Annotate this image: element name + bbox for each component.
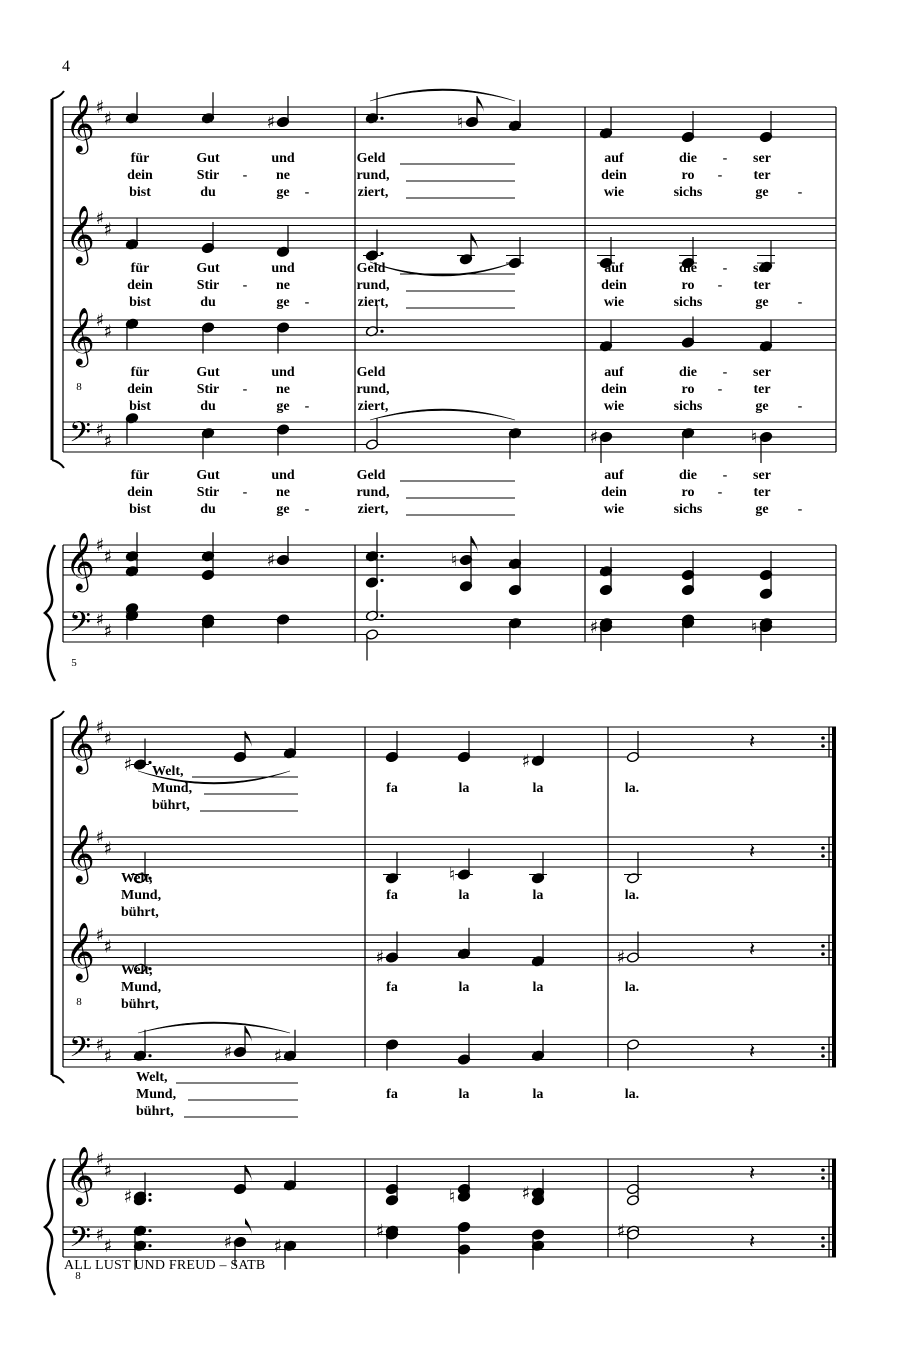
sharp-icon: ♯ (103, 1235, 113, 1257)
lyric-syllable: Mund, (152, 781, 193, 796)
treble-clef-icon: 𝄞 (65, 307, 95, 365)
treble-clef-icon: 𝄞 (65, 94, 95, 152)
repeat-dot (821, 944, 825, 948)
sharp-icon: ♯ (103, 546, 113, 568)
sharp-icon: ♯ (103, 219, 113, 241)
lyric-syllable: ge (276, 502, 290, 517)
lyric-hyphen: - (722, 261, 728, 276)
augmentation-dot (380, 555, 383, 558)
bass-clef-icon: 𝄢 (69, 1221, 91, 1261)
augmentation-dot (380, 330, 383, 333)
lyric-syllable: bührt, (121, 905, 159, 920)
augmentation-dot (148, 1199, 151, 1202)
footer-title: ALL LUST UND FREUD – SATB (64, 1258, 266, 1273)
sharp-icon: ♯ (103, 936, 113, 958)
lyric-syllable: ziert, (357, 502, 389, 517)
augmentation-dot (148, 1054, 151, 1057)
lyric-syllable: die (679, 261, 697, 276)
repeat-dot (821, 1244, 825, 1248)
lyric-syllable: für (130, 151, 150, 166)
lyric-syllable: wie (603, 185, 625, 200)
staff-A (63, 837, 836, 867)
sharp-icon: ♯ (95, 97, 105, 118)
lyric-syllable: ser (753, 365, 771, 380)
lyric-syllable: ge (276, 399, 290, 414)
lyric-syllable: ge (276, 295, 290, 310)
accidental-icon: ♯ (223, 1042, 233, 1063)
bracket-hook (52, 460, 64, 468)
lyric-syllable: bist (129, 399, 151, 414)
lyric-syllable: - (242, 278, 248, 293)
lyric-hyphen: - (722, 468, 728, 483)
treble-clef-icon: 𝄞 (65, 532, 95, 590)
lyric-syllable: dein (601, 382, 627, 397)
sharp-icon: ♯ (95, 208, 105, 229)
lyric-syllable: - (304, 399, 310, 414)
lyric-syllable: auf (604, 151, 624, 166)
sharp-icon: ♯ (103, 728, 113, 750)
lyric-syllable: - (797, 185, 803, 200)
lyric-syllable: ge (755, 502, 769, 517)
sharp-icon: ♯ (103, 321, 113, 343)
quarter-rest-icon: 𝄽 (748, 1161, 756, 1185)
lyric-syllable: la (532, 888, 544, 903)
staff-B (63, 1034, 836, 1067)
lyric-syllable: ro (681, 168, 695, 183)
augmentation-dot (148, 1244, 151, 1247)
lyric-syllable: rund, (356, 485, 390, 500)
lyric-syllable: Geld (356, 151, 386, 166)
repeat-dot (821, 1176, 825, 1180)
lyric-syllable: dein (127, 278, 153, 293)
lyric-syllable: ne (276, 278, 290, 293)
accidental-icon: ♯ (273, 1045, 283, 1067)
quarter-rest-icon: 𝄽 (748, 937, 756, 961)
lyric-syllable: die (679, 468, 697, 483)
accidental-icon: ♯ (521, 750, 531, 772)
quarter-rest-icon: 𝄽 (748, 729, 756, 753)
lyric-syllable: - (717, 382, 723, 397)
lyric-syllable: du (200, 295, 216, 310)
lyric-syllable: die (679, 151, 697, 166)
bass-clef-icon: 𝄢 (69, 606, 91, 646)
lyric-syllable: ziert, (357, 185, 389, 200)
lyric-syllable: sichs (673, 295, 703, 310)
lyric-syllable: ter (753, 382, 771, 397)
staff-S (63, 727, 836, 757)
lyric-syllable: Gut (196, 365, 220, 380)
staff-A (63, 218, 836, 248)
accidental-icon: ♯ (375, 947, 385, 969)
accidental-icon: ♯ (273, 1235, 283, 1257)
sharp-icon: ♯ (103, 838, 113, 860)
lyric-syllable: du (200, 399, 216, 414)
lyric-syllable: la (458, 1087, 470, 1102)
accidental-icon: ♮ (450, 550, 458, 571)
accidental-icon: ♮ (448, 864, 456, 886)
note-flag (471, 233, 478, 249)
lyric-syllable: dein (601, 168, 627, 183)
slur (370, 409, 515, 420)
note-flag (471, 536, 478, 552)
accidental-icon: ♯ (589, 617, 599, 638)
lyric-syllable: für (130, 468, 150, 483)
lyric-syllable: ter (753, 485, 771, 500)
lyric-syllable: wie (603, 295, 625, 310)
lyric-syllable: ziert, (357, 295, 389, 310)
accidental-icon: ♯ (375, 1220, 385, 1242)
lyric-syllable: ter (753, 278, 771, 293)
augmentation-dot (148, 1193, 151, 1196)
lyric-syllable: dein (127, 168, 153, 183)
note-flag (245, 1026, 252, 1042)
lyric-syllable: - (304, 185, 310, 200)
quarter-rest-icon: 𝄽 (748, 839, 756, 863)
lyric-syllable: sichs (673, 502, 703, 517)
sharp-icon: ♯ (103, 620, 113, 642)
accidental-icon: ♯ (616, 947, 626, 969)
repeat-dot (821, 736, 825, 740)
lyric-syllable: la (532, 781, 544, 796)
lyric-syllable: la. (624, 1087, 640, 1102)
octave-mark: 8 (76, 381, 82, 393)
repeat-dot (821, 1046, 825, 1050)
bracket-hook (52, 1075, 64, 1083)
treble-clef-icon: 𝄞 (65, 205, 95, 263)
accidental-icon: ♯ (123, 1186, 133, 1208)
augmentation-dot (380, 252, 383, 255)
lyric-syllable: ter (753, 168, 771, 183)
note-flag (477, 96, 484, 112)
repeat-dot (821, 744, 825, 748)
lyric-syllable: la (532, 1087, 544, 1102)
accidental-icon: ♮ (456, 112, 464, 133)
lyric-syllable: du (200, 185, 216, 200)
slur (138, 1022, 290, 1033)
augmentation-dot (380, 117, 383, 120)
sharp-icon: ♯ (95, 1149, 105, 1170)
lyric-syllable: Gut (196, 151, 220, 166)
sharp-icon: ♯ (95, 609, 105, 631)
accidental-icon: ♯ (266, 112, 276, 133)
staff-B (63, 419, 836, 452)
piano-brace (45, 545, 55, 681)
lyric-syllable: ne (276, 168, 290, 183)
final-barline (832, 727, 836, 1067)
lyric-syllable: - (717, 485, 723, 500)
slur (370, 89, 515, 101)
lyric-syllable: ge (276, 185, 290, 200)
lyric-syllable: ziert, (357, 399, 389, 414)
lyric-syllable: Geld (356, 261, 386, 276)
treble-clef-icon: 𝄞 (65, 922, 95, 980)
lyric-syllable: und (271, 261, 295, 276)
bass-clef-icon: 𝄢 (69, 1031, 91, 1071)
lyric-syllable: fa (386, 1087, 398, 1102)
note-flag (245, 731, 252, 747)
accidental-icon: ♮ (750, 617, 758, 638)
lyric-syllable: Stir (196, 382, 220, 397)
note-flag (245, 1165, 252, 1181)
sharp-icon: ♯ (103, 1045, 113, 1067)
bracket-hook (52, 91, 64, 99)
lyric-syllable: Geld (356, 468, 386, 483)
lyric-syllable: Gut (196, 468, 220, 483)
repeat-dot (821, 854, 825, 858)
lyric-syllable: ro (681, 485, 695, 500)
lyric-syllable: für (130, 261, 150, 276)
lyric-syllable: rund, (356, 278, 390, 293)
lyric-syllable: - (797, 399, 803, 414)
repeat-dot (821, 846, 825, 850)
lyric-syllable: auf (604, 365, 624, 380)
lyric-syllable: la. (624, 888, 640, 903)
lyric-syllable: Geld (356, 365, 386, 380)
lyric-syllable: Welt, (121, 871, 153, 886)
lyric-syllable: rund, (356, 168, 390, 183)
lyric-syllable: - (242, 168, 248, 183)
lyric-syllable: auf (604, 468, 624, 483)
repeat-dot (821, 1054, 825, 1058)
lyric-syllable: Welt, (136, 1070, 168, 1085)
lyric-syllable: dein (601, 485, 627, 500)
staff-P2 (63, 609, 836, 642)
sharp-icon: ♯ (95, 535, 105, 556)
sharp-icon: ♯ (95, 419, 105, 441)
sharp-icon: ♯ (95, 1034, 105, 1056)
lyric-syllable: Mund, (136, 1087, 177, 1102)
lyric-syllable: - (242, 382, 248, 397)
bracket-hook (52, 711, 64, 719)
lyric-syllable: bührt, (152, 798, 190, 813)
lyric-syllable: - (797, 502, 803, 517)
staff-P1 (63, 545, 836, 575)
accidental-icon: ♮ (448, 1186, 456, 1208)
treble-clef-icon: 𝄞 (65, 824, 95, 882)
lyric-syllable: ser (753, 261, 771, 276)
accidental-icon: ♯ (223, 1232, 233, 1253)
quarter-rest-icon: 𝄽 (748, 1039, 756, 1063)
lyric-syllable: bist (129, 502, 151, 517)
lyric-syllable: Stir (196, 278, 220, 293)
lyric-syllable: sichs (673, 185, 703, 200)
lyric-syllable: die (679, 365, 697, 380)
augmentation-dot (380, 579, 383, 582)
sharp-icon: ♯ (95, 827, 105, 848)
augmentation-dot (380, 614, 383, 617)
lyric-syllable: fa (386, 781, 398, 796)
lyric-syllable: dein (601, 278, 627, 293)
lyric-syllable: ro (681, 382, 695, 397)
lyric-syllable: bist (129, 185, 151, 200)
sharp-icon: ♯ (95, 717, 105, 738)
sharp-icon: ♯ (103, 430, 113, 452)
lyric-syllable: ser (753, 151, 771, 166)
staff-T (63, 935, 836, 965)
accidental-icon: ♮ (750, 427, 758, 448)
lyric-syllable: ne (276, 382, 290, 397)
lyric-hyphen: - (722, 365, 728, 380)
lyric-syllable: ge (755, 185, 769, 200)
lyric-syllable: für (130, 365, 150, 380)
accidental-icon: ♯ (266, 550, 276, 571)
lyric-syllable: la. (624, 781, 640, 796)
accidental-icon: ♯ (589, 427, 599, 448)
sharp-icon: ♯ (103, 108, 113, 130)
lyric-syllable: dein (127, 382, 153, 397)
measure-number: 8 (75, 1270, 81, 1282)
accidental-icon: ♯ (521, 1182, 531, 1204)
lyric-syllable: Welt, (152, 764, 184, 779)
lyric-syllable: - (717, 168, 723, 183)
staff-T (63, 320, 836, 350)
lyric-syllable: fa (386, 888, 398, 903)
repeat-dot (821, 1168, 825, 1172)
lyric-syllable: ge (755, 399, 769, 414)
lyric-syllable: und (271, 151, 295, 166)
lyric-syllable: und (271, 365, 295, 380)
lyric-syllable: la (532, 980, 544, 995)
sharp-icon: ♯ (95, 925, 105, 946)
lyric-syllable: - (242, 485, 248, 500)
lyric-syllable: bist (129, 295, 151, 310)
treble-clef-icon: 𝄞 (65, 1146, 95, 1204)
lyric-syllable: la (458, 781, 470, 796)
lyric-syllable: Mund, (121, 888, 162, 903)
lyric-syllable: sichs (673, 399, 703, 414)
lyric-syllable: du (200, 502, 216, 517)
lyric-syllable: - (304, 502, 310, 517)
note-flag (245, 1218, 252, 1234)
quarter-rest-icon: 𝄽 (748, 1229, 756, 1253)
sharp-icon: ♯ (95, 310, 105, 331)
measure-number: 5 (71, 657, 77, 669)
lyric-syllable: - (797, 295, 803, 310)
lyric-syllable: wie (603, 399, 625, 414)
lyric-syllable: wie (603, 502, 625, 517)
augmentation-dot (148, 1229, 151, 1232)
lyric-syllable: Stir (196, 168, 220, 183)
sharp-icon: ♯ (103, 1160, 113, 1182)
lyric-syllable: ge (755, 295, 769, 310)
sharp-icon: ♯ (95, 1224, 105, 1246)
lyric-syllable: ro (681, 278, 695, 293)
final-barline (832, 1159, 836, 1257)
staff-S (63, 107, 836, 137)
lyric-syllable: la (458, 888, 470, 903)
piano-brace (45, 1159, 55, 1295)
lyric-syllable: ne (276, 485, 290, 500)
repeat-dot (821, 1236, 825, 1240)
lyric-syllable: Stir (196, 485, 220, 500)
lyric-hyphen: - (722, 151, 728, 166)
staff-P2 (63, 1224, 836, 1257)
lyric-syllable: la. (624, 980, 640, 995)
lyric-syllable: Gut (196, 261, 220, 276)
lyric-syllable: auf (604, 261, 624, 276)
lyric-syllable: - (304, 295, 310, 310)
lyric-syllable: - (717, 278, 723, 293)
lyric-syllable: la (458, 980, 470, 995)
page-number: 4 (62, 58, 70, 75)
lyric-syllable: bührt, (121, 997, 159, 1012)
lyric-syllable: dein (127, 485, 153, 500)
octave-mark: 8 (76, 996, 82, 1008)
repeat-dot (821, 952, 825, 956)
lyric-syllable: Welt, (121, 963, 153, 978)
lyric-syllable: ser (753, 468, 771, 483)
accidental-icon: ♯ (616, 1220, 626, 1242)
accidental-icon: ♯ (123, 754, 133, 776)
lyric-syllable: fa (386, 980, 398, 995)
lyric-syllable: bührt, (136, 1104, 174, 1119)
lyric-syllable: rund, (356, 382, 390, 397)
lyric-syllable: und (271, 468, 295, 483)
staff-P1 (63, 1159, 836, 1189)
treble-clef-icon: 𝄞 (65, 714, 95, 772)
bass-clef-icon: 𝄢 (69, 416, 91, 456)
lyric-syllable: Mund, (121, 980, 162, 995)
